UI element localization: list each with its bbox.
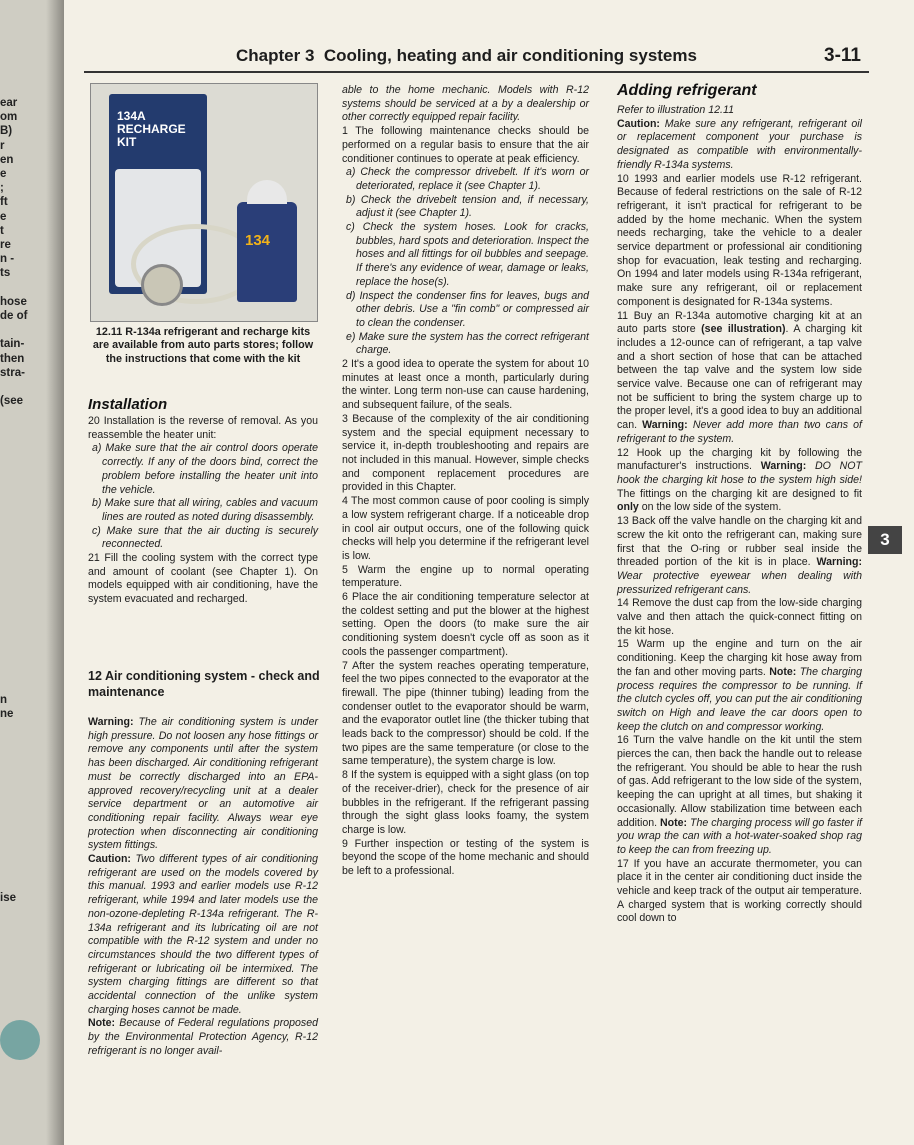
margin-fragment: e <box>0 210 7 223</box>
margin-fragment: ts <box>0 267 11 280</box>
list-item-a: a) Make sure that the air control doors operate correctly. If any of the doors bind, correct the problem before installing the heater unit into the vehicle. <box>92 442 318 496</box>
margin-fragment: ft <box>0 196 8 209</box>
margin-fragment: en <box>0 153 14 166</box>
paragraph-21: 21 Fill the cooling system with the correct type and amount of coolant (see Chapter 1). On models equipped with air conditioning, have the system evacuated and recharged. <box>88 552 318 606</box>
margin-fragment: hose <box>0 295 27 308</box>
paragraph-14: 14 Remove the dust cap from the low-side charging valve and then attach the quick-connect fitting on the kit hose. <box>617 597 862 637</box>
margin-fragment: de of <box>0 310 28 323</box>
margin-fragment: ise <box>0 892 16 905</box>
kit-box-label: 134A RECHARGE KIT <box>117 109 186 149</box>
can-label: 134 <box>245 232 271 249</box>
figure-caption: 12.11 R-134a refrigerant and recharge kits are available from auto parts stores; follow the instructions that come with the kit <box>92 326 314 365</box>
paragraph-6: 6 Place the air conditioning temperature selector at the coldest setting and put the blower at the highest setting. Open the doors (to make sure the air conditioning system doesn't cycle off as soon as it cools the passenger compartment). <box>342 591 589 658</box>
check-item-a: a) Check the compressor drivebelt. If it's worn or deteriorated, replace it (see Chapter 1). <box>346 166 589 192</box>
adjacent-photo-fragment <box>0 1020 40 1060</box>
paragraph-15: 15 Warm up the engine and turn on the air conditioning. Keep the charging kit hose away from the fan and other moving parts. Note: The charging process requires the compressor to be running. If the clutch cycles off, you can put the air conditioning switch on High and leave the car doors open to keep the clutch on and compressor working. <box>617 638 862 733</box>
adding-refrigerant-heading: Adding refrigerant <box>617 82 757 99</box>
margin-fragment: (see <box>0 395 24 408</box>
paragraph-16: 16 Turn the valve handle on the kit until the stem pierces the can, then back the handle out to release the refrigerant. You should be able to hear the rush of gas. Add refrigerant to the low side of the system, keeping the can upright at all times, but shaking it occasionally. Allow stabilization time between each addition. Note: The charging process will go faster if you wrap the can with a hot-water-soaked shop rag to keep the can from freezing up. <box>617 734 862 856</box>
gauge-icon <box>141 264 183 306</box>
paragraph-17: 17 If you have an accurate thermometer, you can place it in the center air conditioning duct inside the vehicle and keep track of the output air temperature. A charged system that is working correctly should cool down to <box>617 857 862 925</box>
margin-fragment: e <box>0 168 7 181</box>
paragraph-9: 9 Further inspection or testing of the system is beyond the scope of the home mechanic and should be left to a professional. <box>342 837 589 878</box>
paragraph-2: 2 It's a good idea to operate the system for about 10 minutes at least once a month, particularly during the winter. Long term non-use can cause hardening, and subsequent failure, of the seals. <box>342 358 589 412</box>
right-column <box>617 104 862 926</box>
list-item-b: b) Make sure that all wiring, cables and vacuum lines are routed as noted during disassembly. <box>92 497 318 523</box>
paragraph-5: 5 Warm the engine up to normal operating temperature. <box>342 563 589 590</box>
left-column-bottom <box>88 716 318 1059</box>
check-item-b: b) Check the drivebelt tension and, if necessary, adjust it (see Chapter 1). <box>346 193 589 220</box>
margin-fragment: n <box>0 693 8 706</box>
chapter-tab: 3 <box>868 526 902 554</box>
page-number: 3-11 <box>824 45 861 66</box>
can-cap <box>247 180 287 204</box>
margin-fragment: stra- <box>0 366 25 379</box>
check-item-e: e) Make sure the system has the correct refrigerant charge. <box>346 330 589 357</box>
caution-paragraph: Caution: Two different types of air conditioning refrigerant are used on the models covered by this manual. 1993 and earlier models use R-12 refrigerant, while 1994 and later models use the non-ozone-depleting R-134a refrigerant. The R-134a refrigerant and its lubricating oil are not compatible with the R-12 system and under no circumstances should the two different types of refrigerant or lubricating oil be intermixed. The system charging fittings are different so that accidental connection of the unlike system charging hoses cannot be made. <box>88 853 318 1016</box>
binding-shadow <box>46 0 64 1145</box>
section-12-heading: 12 Air conditioning system - check and maintenance <box>88 669 320 699</box>
margin-fragment: ne <box>0 707 14 720</box>
paragraph-8: 8 If the system is equipped with a sight glass (on top of the receiver-drier), check for the presence of air bubbles in the refrigerant. If the refrigerant passing through the sight glass looks foamy, the system charge is low. <box>342 769 589 836</box>
refrigerant-can <box>237 202 297 302</box>
margin-fragment: om <box>0 111 18 124</box>
list-item-c: c) Make sure that the air ducting is securely reconnected. <box>92 524 318 551</box>
paragraph-12: 12 Hook up the charging kit by following the manufacturer's instructions. Warning: DO NOT hook the charging kit hose to the system high side! The fittings on the charging kit are designed to fit only on the low side of the system. <box>617 446 863 514</box>
margin-fragment: B) <box>0 125 13 138</box>
paragraph-11: 11 Buy an R-134a automotive charging kit at an auto parts store (see illustration). A charging kit includes a 12-ounce can of refrigerant, a tap valve and a short section of hose that can be attached between the tap valve and the system low side service valve. Because one can of refrigerant may not be sufficient to bring the system charge up to the proper level, it's a good idea to buy an additional can. Warning: Never add more than two cans of refrigerant to the system. <box>617 309 863 445</box>
installation-heading: Installation <box>88 396 168 413</box>
middle-column <box>342 84 589 879</box>
note-paragraph: Note: Because of Federal regulations proposed by the Environmental Protection Agency, R-12 refrigerant is no longer avail- <box>88 1017 318 1057</box>
figure-photo <box>90 83 318 322</box>
check-item-d: d) Inspect the condenser fins for leaves, bugs and other debris. Use a "fin comb" or compressed air to clean the condenser. <box>346 289 589 329</box>
margin-fragment: ; <box>0 182 4 195</box>
margin-fragment: then <box>0 352 25 365</box>
paragraph-4: 4 The most common cause of poor cooling is simply a low system refrigerant charge. If a noticeable drop in cool air output occurs, one of the following quick checks will help you determine if the refrigerant level is low. <box>342 495 589 562</box>
adjacent-page-strip <box>0 0 64 1145</box>
header-rule <box>84 71 869 73</box>
caution-paragraph-right: Caution: Make sure any refrigerant, refrigerant oil or replacement component your purchase is designated as compatible with environmentally-friendly R-134a systems. <box>617 117 863 171</box>
page-header <box>64 38 879 72</box>
left-column-top <box>88 415 318 607</box>
illustration-reference: Refer to illustration 12.11 <box>617 104 734 116</box>
paragraph-20: 20 Installation is the reverse of removal. As you reassemble the heater unit: <box>88 415 318 441</box>
page-title: Chapter 3 Cooling, heating and air conditioning systems <box>236 46 697 65</box>
margin-fragment: n - <box>0 253 15 266</box>
paragraph-10: 10 1993 and earlier models use R-12 refrigerant. Because of federal restrictions on the sale of R-12 refrigerant, it isn't practical for refrigerant to be added by the home mechanic. When the system needs recharging, take the vehicle to a dealer service department or professional air conditioning shop for evacuation, leak testing and recharging. On 1994 and later models using R-134a refrigerant, make sure any refrigerant, oil or replacement component is designated for R-134a systems. <box>617 172 862 308</box>
margin-fragment: tain- <box>0 338 25 351</box>
paragraph-7: 7 After the system reaches operating temperature, feel the two pipes connected to the evaporator at the firewall. The pipe (thinner tubing) leading from the condenser outlet to the evaporator should be warm, and the evaporator outlet line (the thicker tubing that leads back to the compressor) should be cold. If the two pipes are the same temperature (or close to the same temperature), the system charge is low. <box>342 659 589 768</box>
margin-fragment: re <box>0 239 11 252</box>
check-item-c: c) Check the system hoses. Look for cracks, bubbles, hard spots and deterioration. Inspect the hoses and all fittings for oil bubbles and seepage. If there's any evidence of wear, damage or leaks, replace the hose(s). <box>346 221 589 288</box>
paragraph-1: 1 The following maintenance checks should be performed on a regular basis to ensure that the air conditioner continues to operate at peak efficiency. <box>342 125 589 165</box>
warning-paragraph: Warning: The air conditioning system is under high pressure. Do not loosen any hose fittings or remove any components until after the system has been discharged. Air conditioning refrigerant must be correctly discharged into an EPA-approved recovery/recycling unit at a dealer service department or an automotive air conditioning repair facility. Always wear eye protection when disconnecting air conditioning system fittings. <box>88 716 318 852</box>
margin-fragment: t <box>0 224 4 237</box>
margin-fragment: r <box>0 139 5 152</box>
margin-fragment: ear <box>0 97 18 109</box>
paragraph-3: 3 Because of the complexity of the air conditioning system and the special equipment necessary to service it, in-depth troubleshooting and repairs are not included in this manual. However, simple checks and component replacement procedures are provided in this Chapter. <box>342 412 589 494</box>
paragraph-13: 13 Back off the valve handle on the charging kit and screw the kit onto the refrigerant can, making sure first that the O-ring or rubber seal inside the threaded portion of the kit is in place. Warning: Wear protective eyewear when dealing with pressurized refrigerant cans. <box>617 515 862 596</box>
continued-text: able to the home mechanic. Models with R-12 systems should be serviced at a by a dealership or other correctly equipped repair facility. <box>342 84 589 124</box>
